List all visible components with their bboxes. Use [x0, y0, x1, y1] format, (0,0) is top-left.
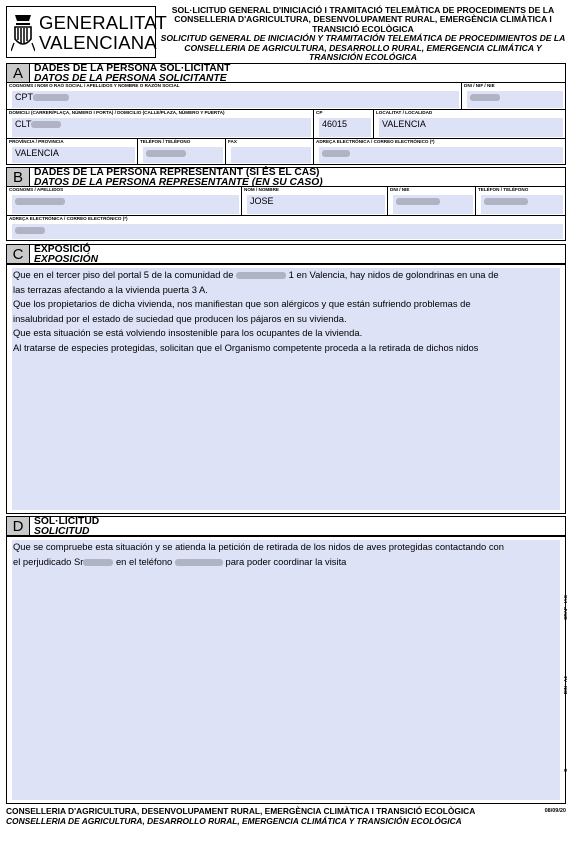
redacted-mark — [484, 198, 528, 205]
logo-box — [6, 6, 167, 58]
applicant-address-field — [6, 110, 314, 139]
section-b-header — [6, 167, 566, 187]
section-a-title-va: DADES DE LA PERSONA SOL·LICITANT — [34, 63, 231, 74]
applicant-email-label: ADREÇA ELECTRÒNICA / CORREO ELECTRÓNICO (*) — [316, 139, 435, 144]
redacted-mark — [33, 94, 69, 101]
section-c-letter: C — [7, 245, 30, 263]
applicant-city-label: LOCALITAT / LOCALIDAD — [376, 110, 433, 115]
request-line-2: el perjudicado Sr en el teléfono para poder coordinar la visita — [13, 555, 347, 567]
rep-email-input[interactable] — [12, 224, 563, 239]
section-c-title-es: EXPOSICIÓN — [34, 253, 99, 265]
rep-phone-label: TELÈFON / TELÉFONO — [478, 187, 529, 192]
section-d-title-es: SOLICITUD — [34, 525, 90, 537]
section-d-letter: D — [7, 517, 30, 535]
request-text — [13, 540, 553, 569]
side-mark-din: DIN - A4 — [563, 676, 568, 694]
applicant-address-label: DOMICILI (CARRER/PLAÇA, NÚMERO I PORTA) / DOMICILIO (CALLE/PLAZA, NÚMERO Y PUERTA) — [9, 110, 225, 115]
redacted-mark — [83, 559, 113, 566]
applicant-cp-field — [314, 110, 374, 139]
applicant-dni-label: DNI / NIF / NIE — [464, 83, 495, 88]
request-box — [6, 536, 566, 804]
logo-text-line2: VALENCIANA — [39, 32, 157, 53]
section-d-header — [6, 516, 566, 536]
form-title — [160, 5, 566, 63]
section-c-header — [6, 244, 566, 264]
applicant-dni-input[interactable] — [467, 91, 563, 108]
applicant-email-input[interactable] — [319, 147, 563, 163]
applicant-name-label: COGNOMS I NOM O RAÓ SOCIAL / APELLIDOS Y NOMBRE O RAZÓN SOCIAL — [9, 83, 180, 88]
redacted-mark — [175, 559, 223, 566]
rep-phone-field — [476, 187, 566, 216]
applicant-dni-field — [462, 83, 566, 110]
redacted-mark — [470, 94, 500, 101]
rep-dni-label: DNI / NIE — [390, 187, 410, 192]
section-a-title-es: DATOS DE LA PERSONA SOLICITANTE — [34, 72, 227, 84]
applicant-phone-label: TELÈFON / TELÉFONO — [140, 139, 191, 144]
redacted-mark — [15, 227, 45, 234]
rep-name-label: NOM / NOMBRE — [244, 187, 279, 192]
side-mark-c: C — [563, 768, 568, 772]
applicant-name-input[interactable] — [12, 91, 459, 108]
applicant-phone-input[interactable] — [143, 147, 223, 163]
exposition-line-2: las terrazas afectando a la vivienda puerta 3 A. — [13, 283, 208, 295]
applicant-city-field — [374, 110, 566, 139]
rep-dni-field — [388, 187, 476, 216]
form-title-es: SOLICITUD GENERAL DE INICIACIÓN Y TRAMITACIÓN TELEMÁTICA DE PROCEDIMIENTOS DE LA CONSELLERIA DE AGRICULTURA, DESARROLLO RURAL, EMERGENCIA CLIMÁTICA Y TRANSICIÓN ECOLÓGICA — [160, 33, 566, 63]
logo-text-line1: GENERALITAT — [39, 12, 167, 33]
applicant-address-input[interactable] — [12, 118, 311, 137]
applicant-province-label: PROVÍNCIA / PROVINCIA — [9, 139, 64, 144]
footer — [6, 806, 566, 826]
section-a-letter: A — [7, 64, 30, 82]
rep-name-field — [242, 187, 388, 216]
section-b-letter: B — [7, 168, 30, 186]
redacted-mark — [322, 150, 350, 157]
section-a-header — [6, 63, 566, 83]
exposition-line-5: Que esta situación se está volviendo insostenible para los ocupantes de la vivienda. — [13, 327, 363, 339]
applicant-email-field — [314, 139, 566, 165]
applicant-city-input[interactable]: VALENCIA — [379, 118, 563, 137]
footer-date: 08/09/20 — [544, 808, 566, 814]
applicant-name-value: CPT — [15, 92, 33, 102]
rep-surname-label: COGNOMS / APELLIDOS — [9, 187, 64, 192]
applicant-fax-label: FAX — [228, 139, 237, 144]
section-c-title-va: EXPOSICIÓ — [34, 244, 91, 255]
applicant-cp-input[interactable]: 46015 — [319, 118, 371, 137]
rep-email-label: ADREÇA ELECTRÒNICA / CORREO ELECTRÓNICO (*) — [9, 216, 128, 221]
rep-surname-input[interactable] — [12, 195, 239, 214]
redacted-mark — [236, 272, 286, 279]
applicant-address-value: CLT — [15, 119, 32, 129]
section-d-title-va: SOL·LICITUD — [34, 516, 100, 527]
rep-email-field — [6, 216, 566, 241]
section-b-title-va: DADES DE LA PERSONA REPRESENTANT (SI ÉS EL CAS) — [34, 167, 320, 178]
generalitat-emblem-icon — [11, 13, 35, 53]
rep-phone-input[interactable] — [481, 195, 563, 214]
rep-dni-input[interactable] — [393, 195, 473, 214]
redacted-mark — [396, 198, 440, 205]
request-textarea[interactable] — [12, 540, 560, 800]
exposition-line-3: Que los propietarios de dicha vivienda, nos manifiestan que son alérgicos y que están sufriendo problemas de — [13, 298, 471, 310]
footer-line-es: CONSELLERIA DE AGRICULTURA, DESARROLLO RURAL, EMERGENCIA CLIMÁTICA Y TRANSICIÓN ECOLÓGICA — [6, 816, 462, 826]
applicant-phone-field — [138, 139, 226, 165]
redacted-mark — [146, 150, 186, 157]
applicant-cp-label: CP — [316, 110, 323, 115]
exposition-line-6: Al tratarse de especies protegidas, solicitan que el Organismo competente proceda a la retirada de dichos nidos — [13, 341, 479, 353]
exposition-text — [13, 268, 553, 356]
request-line-1: Que se compruebe esta situación y se atienda la petición de retirada de los nidos de aves protegidas contactando con — [13, 541, 504, 552]
side-mark-crap: CRAP - IAC — [563, 595, 568, 620]
rep-name-input[interactable]: JOSE — [247, 195, 385, 214]
applicant-province-input[interactable]: VALENCIA — [12, 147, 135, 163]
redacted-mark — [15, 198, 65, 205]
exposition-line-4: insalubridad por el estado de suciedad que producen los pájaros en su vivienda. — [13, 312, 347, 324]
applicant-fax-input[interactable] — [231, 147, 311, 163]
redacted-mark — [31, 121, 61, 128]
rep-surname-field — [6, 187, 242, 216]
exposition-line-1: Que en el tercer piso del portal 5 de la comunidad de 1 en Valencia, hay nidos de golondrinas en una de — [13, 269, 499, 280]
applicant-fax-field — [226, 139, 314, 165]
footer-line-va: CONSELLERIA D'AGRICULTURA, DESENVOLUPAMENT RURAL, EMERGÈNCIA CLIMÀTICA I TRANSICIÓ ECOLÒGICA — [6, 806, 476, 816]
section-b-title-es: DATOS DE LA PERSONA REPRESENTANTE (EN SU CASO) — [34, 176, 323, 188]
applicant-name-field — [6, 83, 462, 110]
form-title-va: SOL·LICITUD GENERAL D'INICIACIÓ I TRAMITACIÓ TELEMÀTICA DE PROCEDIMENTS DE LA CONSELLERIA D'AGRICULTURA, DESENVOLUPAMENT RURAL, EMERGÈNCIA CLIMÀTICA I TRANSICIÓ ECOLÒGICA — [171, 5, 555, 34]
applicant-province-field — [6, 139, 138, 165]
